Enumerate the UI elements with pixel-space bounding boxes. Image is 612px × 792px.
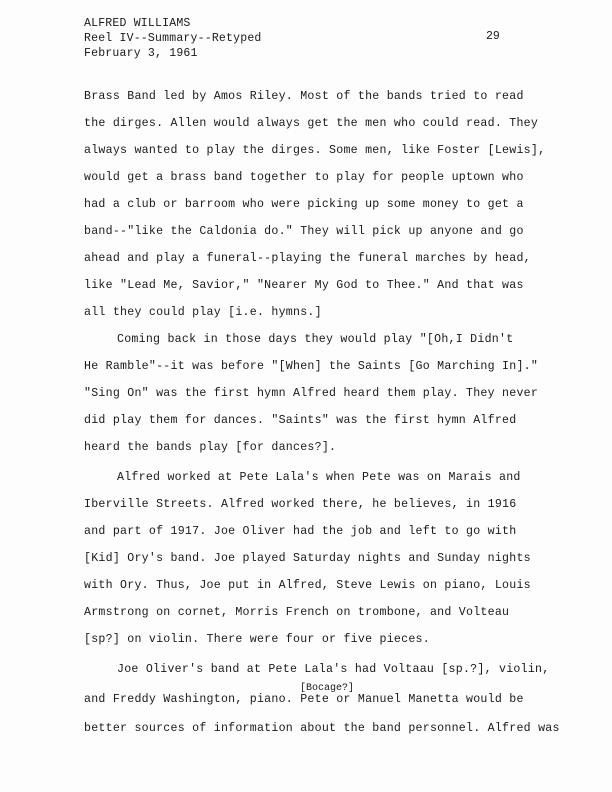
body-line: all they could play [i.e. hymns.]	[84, 306, 322, 319]
document-header	[84, 16, 262, 61]
body-line: better sources of information about the band personnel. Alfred was	[84, 722, 560, 735]
body-line: [Kid] Ory's band. Joe played Saturday nights and Sunday nights	[84, 552, 531, 565]
interviewee-name: ALFRED WILLIAMS	[84, 17, 191, 30]
paragraph-start-line: Coming back in those days they would play "[Oh,I Didn't	[117, 333, 514, 346]
body-line: always wanted to play the dirges. Some men, like Foster [Lewis],	[84, 144, 546, 157]
body-line: Brass Band led by Amos Riley. Most of the bands tried to read	[84, 90, 524, 103]
body-line: band--"like the Caldonia do." They will pick up anyone and go	[84, 225, 524, 238]
body-line: had a club or barroom who were picking up some money to get a	[84, 198, 524, 211]
body-line: would get a brass band together to play for people uptown who	[84, 171, 524, 184]
page-number: 29	[486, 30, 500, 43]
body-line: He Ramble"--it was before "[When] the Saints [Go Marching In]."	[84, 360, 539, 373]
body-line: ahead and play a funeral--playing the funeral marches by head,	[84, 252, 531, 265]
handwritten-insertion: [Bocage?]	[300, 683, 355, 694]
paragraph-start-line: Alfred worked at Pete Lala's when Pete was on Marais and	[117, 471, 521, 484]
body-line: [sp?] on violin. There were four or five pieces.	[84, 633, 430, 646]
body-line: with Ory. Thus, Joe put in Alfred, Steve Lewis on piano, Louis	[84, 579, 531, 592]
body-line: did play them for dances. "Saints" was the first hymn Alfred	[84, 414, 517, 427]
body-line: like "Lead Me, Savior," "Nearer My God to Thee." And that was	[84, 279, 524, 292]
body-line: "Sing On" was the first hymn Alfred heard them play. They never	[84, 387, 539, 400]
interview-date: February 3, 1961	[84, 47, 198, 60]
reel-info: Reel IV--Summary--Retyped	[84, 32, 262, 45]
paragraph-start-line: Joe Oliver's band at Pete Lala's had Voltaau [sp.?], violin,	[117, 663, 550, 676]
body-line: the dirges. Allen would always get the men who could read. They	[84, 117, 539, 130]
body-line: and Freddy Washington, piano. Pete or Manuel Manetta would be	[84, 693, 524, 706]
body-line: Armstrong on cornet, Morris French on trombone, and Volteau	[84, 606, 510, 619]
body-line: heard the bands play [for dances?].	[84, 441, 337, 454]
body-line: Iberville Streets. Alfred worked there, he believes, in 1916	[84, 498, 517, 511]
body-line: and part of 1917. Joe Oliver had the job and left to go with	[84, 525, 517, 538]
